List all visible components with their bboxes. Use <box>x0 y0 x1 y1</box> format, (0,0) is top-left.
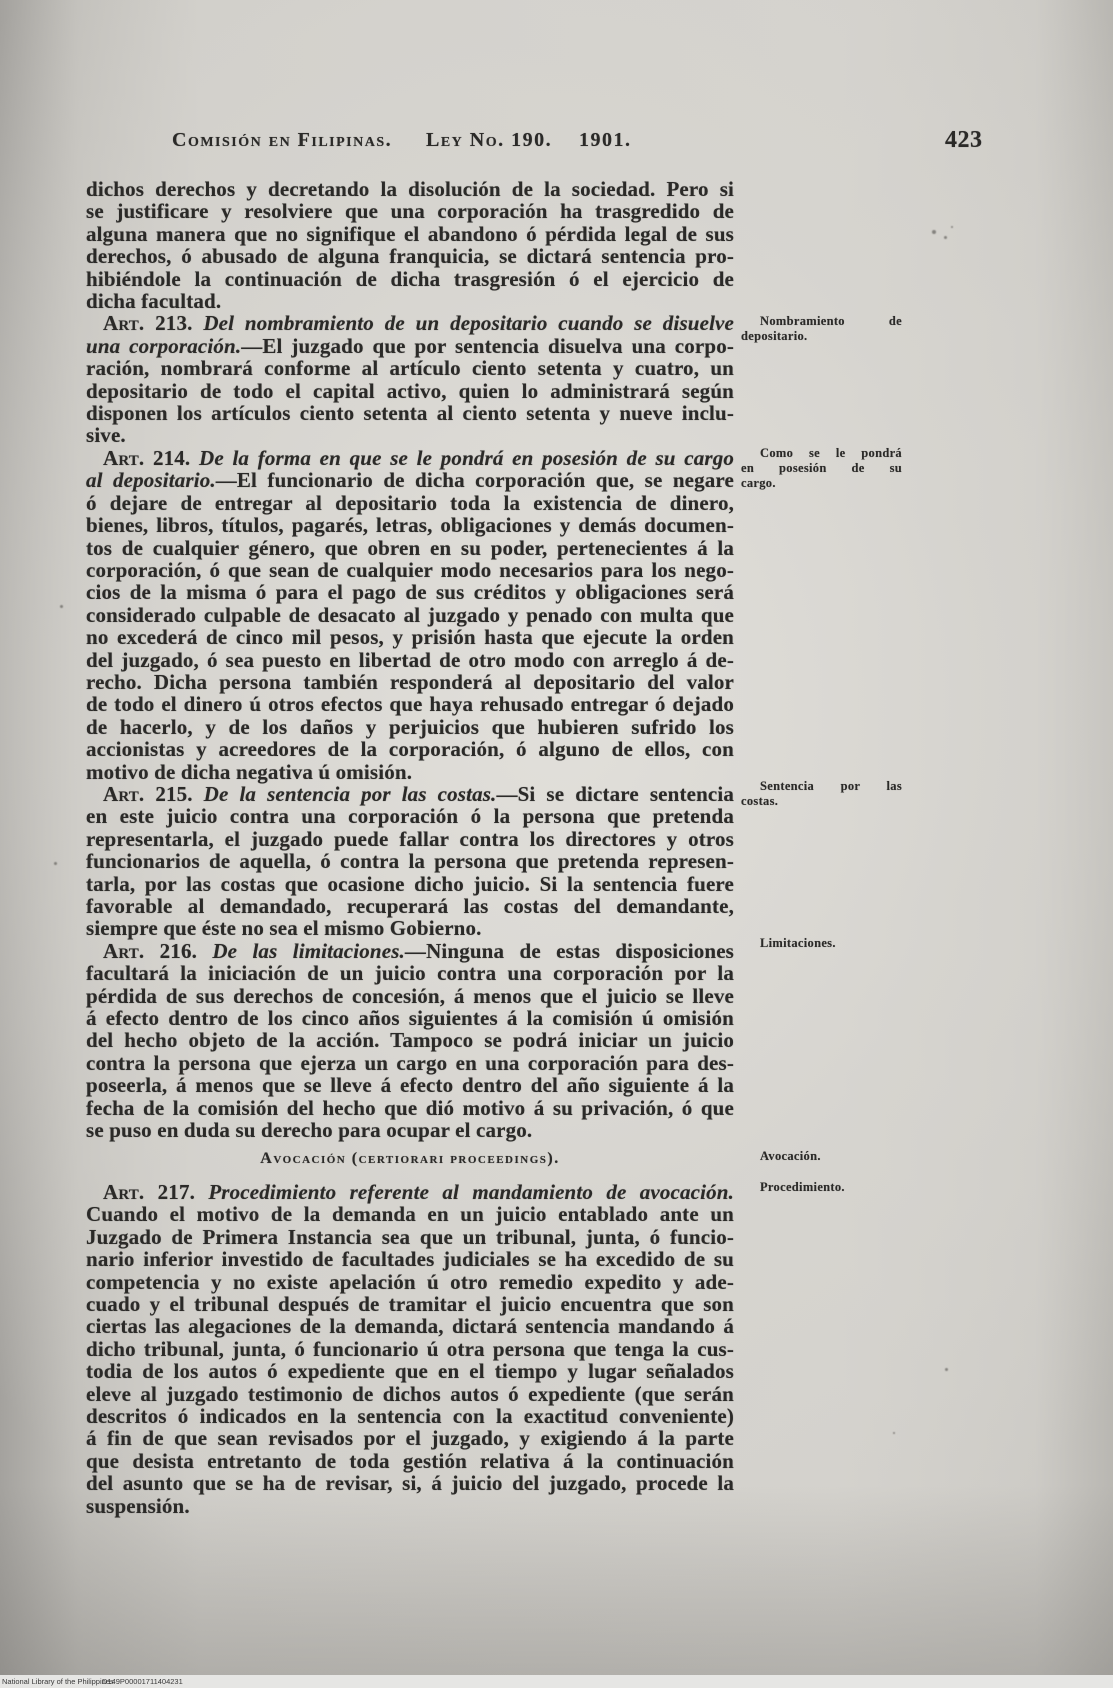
scan-speck <box>893 1432 895 1434</box>
text-line <box>86 895 734 917</box>
text-line <box>86 290 734 312</box>
text-run: sive. <box>86 423 126 448</box>
text-line <box>86 402 734 424</box>
text-line <box>86 312 734 334</box>
text-line <box>86 268 734 290</box>
text-line <box>86 828 734 850</box>
text-line <box>86 514 734 536</box>
text-line <box>86 1338 734 1360</box>
text-run: poseerla, á menos que se lleve á efecto dentro del año siguiente á la <box>86 1073 734 1098</box>
text-run: considerado culpable de desacato al juzgado y penado con multa que <box>86 602 734 627</box>
text-line <box>86 1203 734 1225</box>
text-run: competencia y no existe apelación ú otro remedio expedito y ade- <box>86 1269 734 1294</box>
text-run: accionistas y acreedores de la corporación, ó alguno de ellos, con <box>86 737 734 762</box>
text-line <box>86 1271 734 1293</box>
text-run: pérdida de sus derechos de concesión, á menos que el juicio se lleve <box>86 983 734 1008</box>
text-run: de todo el dinero ú otros efectos que haya rehusado entregar ó dejado <box>86 692 734 717</box>
text-run: se justificare y resolviere que una corporación ha trasgredido de <box>86 199 734 224</box>
text-line <box>86 537 734 559</box>
text-run: cuado y el tribunal después de tramitar el juicio encuentra que son <box>86 1292 734 1317</box>
text-line <box>86 492 734 514</box>
text-line <box>86 985 734 1007</box>
margin-note-line: en posesión de su <box>741 461 902 475</box>
margin-note-line: Nombramiento de <box>760 314 902 328</box>
text-line <box>86 335 734 357</box>
scan-speck <box>951 226 953 228</box>
text-line <box>86 783 734 805</box>
article-label: Art. 217. <box>103 1180 209 1204</box>
text-line <box>86 1226 734 1248</box>
text-run: tos de cualquier género, que obren en su poder, pertenecientes á la <box>86 535 734 560</box>
text-line <box>86 581 734 603</box>
margin-note-nombramiento <box>741 314 902 344</box>
text-run: todia de los autos ó expediente que en el tiempo y lugar señalados <box>86 1359 734 1384</box>
text-run: bienes, libros, títulos, pagarés, letras, obligaciones y demás documen- <box>86 513 734 538</box>
paragraph <box>86 940 734 1142</box>
text-line <box>86 716 734 738</box>
text-line <box>86 357 734 379</box>
margin-note-line: Limitaciones. <box>760 936 836 950</box>
text-line <box>86 1383 734 1405</box>
text-run: siempre que éste no sea el mismo Gobierno. <box>86 916 482 941</box>
text-line <box>86 1472 734 1494</box>
margin-note-procedimiento <box>741 1180 902 1195</box>
text-run: depositario de todo el capital activo, quien lo administrará según <box>86 378 734 403</box>
text-line <box>86 738 734 760</box>
text-run: suspensión. <box>86 1493 190 1518</box>
text-run: cios de la misma ó para el pago de sus créditos y obligaciones será <box>86 580 734 605</box>
margin-note-line: Avocación. <box>760 1149 821 1163</box>
article-title: al depositario. <box>86 468 216 493</box>
article-label: Art. 216. <box>103 938 213 963</box>
text-line <box>86 850 734 872</box>
text-run: á efecto dentro de los cinco años siguientes á la comisión ú omisión <box>86 1006 734 1031</box>
text-run: no excederá de cinco mil pesos, y prisión hasta que ejecute la orden <box>86 625 734 650</box>
paragraph <box>86 783 734 940</box>
text-run: que desista entretanto de toda gestión relativa á la continuación <box>86 1448 734 1473</box>
text-line <box>86 649 734 671</box>
text-run: ciertas las alegaciones de la demanda, dictará sentencia mandando á <box>86 1314 734 1339</box>
text-line <box>86 1007 734 1029</box>
scan-footer <box>0 1675 1113 1688</box>
paragraph <box>86 1181 734 1517</box>
text-run: eleve al juzgado testimonio de dichos autos ó expediente (que serán <box>86 1381 734 1406</box>
text-run: dichos derechos y decretando la disolución de la sociedad. Pero si <box>86 177 734 201</box>
text-line <box>86 1029 734 1051</box>
margin-note-line: Procedimiento. <box>760 1180 845 1194</box>
text-run: —El funcionario de dicha corporación que, se negare <box>215 468 734 493</box>
scan-speck <box>54 862 57 865</box>
text-run: Cuando el motivo de la demanda en un juicio entablado ante un <box>86 1202 734 1227</box>
running-title-law: Ley No. 190. <box>426 129 553 151</box>
text-line <box>86 1119 734 1141</box>
article-title: Procedimiento referente al mandamiento de avocación. <box>208 1180 734 1204</box>
text-line <box>86 873 734 895</box>
article-title: una corporación. <box>86 333 242 358</box>
text-line <box>86 805 734 827</box>
running-title-year: 1901. <box>579 129 632 151</box>
text-run: del asunto que se ha de revisar, si, á juicio del juzgado, procede la <box>86 1471 734 1496</box>
text-line <box>86 940 734 962</box>
margin-note-sentencia <box>741 779 902 809</box>
text-line <box>86 1074 734 1096</box>
text-run: dicho tribunal, junta, ó funcionario ú otra persona que tenga la cus- <box>86 1336 734 1361</box>
text-line <box>86 1450 734 1472</box>
text-run: descritos ó indicados en la sentencia con la exactitud conveniente) <box>86 1404 734 1429</box>
margin-note-line: costas. <box>741 794 779 808</box>
text-line <box>86 761 734 783</box>
text-run: ó dejare de entregar al depositario toda la existencia de dinero, <box>86 490 734 515</box>
margin-note-limitaciones <box>741 936 902 951</box>
text-run: funcionarios de aquella, ó contra la persona que pretenda represen- <box>86 849 734 874</box>
text-run: se puso en duda su derecho para ocupar el cargo. <box>86 1118 533 1143</box>
body-text-part-2 <box>86 1181 734 1517</box>
text-line <box>86 917 734 939</box>
margin-note-line: Sentencia por las <box>760 779 902 793</box>
text-line <box>86 1181 734 1203</box>
text-line <box>86 200 734 222</box>
text-run: derechos, ó abusado de alguna franquicia, se dictará sentencia pro- <box>86 244 734 269</box>
text-line <box>86 559 734 581</box>
running-title-commission: Comisión en Filipinas. <box>172 129 393 151</box>
text-run: contra la persona que ejerza un cargo en una corporación para des- <box>86 1050 734 1075</box>
text-run: favorable al demandado, recuperará las costas del demandante, <box>86 894 734 918</box>
scan-speck <box>932 230 936 234</box>
footer-image-id: D149P00001711404231 <box>102 1677 183 1686</box>
text-line <box>86 380 734 402</box>
margin-note-avocacion <box>741 1149 902 1164</box>
text-run: á fin de que sean revisados por el juzgado, y exigiendo á la parte <box>86 1426 734 1451</box>
text-line <box>86 469 734 491</box>
margin-note-posesion <box>741 446 902 491</box>
text-line <box>86 1427 734 1449</box>
paragraph <box>86 178 734 312</box>
running-header <box>0 128 1113 154</box>
text-run: dicha facultad. <box>86 289 222 314</box>
paragraph <box>86 447 734 783</box>
text-line <box>86 1293 734 1315</box>
footer-library-name: National Library of the Philippines <box>2 1677 114 1686</box>
text-run: fecha de la comisión del hecho que dió motivo á su privación, ó que <box>86 1095 734 1120</box>
text-line <box>86 178 734 200</box>
text-line <box>86 1495 734 1517</box>
text-run: disponen los artículos ciento setenta al ciento setenta y nueve inclu- <box>86 401 734 426</box>
margin-note-line: cargo. <box>741 476 776 490</box>
section-heading: Avocación (certiorari proceedings). <box>260 1150 560 1167</box>
text-run: —Ninguna de estas disposiciones <box>404 938 734 963</box>
text-run: corporación, ó que sean de cualquier modo necesarios para los nego- <box>86 557 734 582</box>
text-run: representarla, el juzgado puede fallar contra los directores y otros <box>86 826 734 851</box>
scan-speck <box>944 236 947 239</box>
margin-note-line: Como se le pondrá <box>760 446 902 460</box>
text-run: nario inferior investido de facultades judiciales se ha excedido de su <box>86 1247 734 1272</box>
scan-speck <box>60 605 63 608</box>
margin-note-line: depositario. <box>741 329 808 343</box>
text-run: Juzgado de Primera Instancia sea que un tribunal, junta, ó funcio- <box>86 1224 734 1249</box>
text-line <box>86 1097 734 1119</box>
text-run: recho. Dicha persona también responderá al depositario del valor <box>86 669 734 694</box>
text-run: hibiéndole la continuación de dicha trasgresión ó el ejercicio de <box>86 266 734 291</box>
scan-speck <box>945 1368 948 1371</box>
article-title: De la forma en que se le pondrá en posesión de su cargo <box>199 445 734 470</box>
text-line <box>86 223 734 245</box>
text-run: del hecho objeto de la acción. Tampoco se podrá iniciar un juicio <box>86 1028 734 1053</box>
text-run: motivo de dicha negativa ú omisión. <box>86 759 413 784</box>
text-run: alguna manera que no signifique el abandono ó pérdida legal de sus <box>86 221 734 246</box>
article-title: De la sentencia por las costas. <box>203 781 497 806</box>
text-line <box>86 1405 734 1427</box>
text-run: del juzgado, ó sea puesto en libertad de otro modo con arreglo á de- <box>86 647 734 672</box>
page-number: 423 <box>945 127 983 153</box>
text-line <box>86 604 734 626</box>
text-line <box>86 1360 734 1382</box>
paragraph <box>86 312 734 446</box>
text-line <box>86 671 734 693</box>
text-run: tarla, por las costas que ocasione dicho juicio. Si la sentencia fuere <box>86 871 734 896</box>
body-text-part-1 <box>86 178 734 1141</box>
text-run: en este juicio contra una corporación ó la persona que pretenda <box>86 804 734 829</box>
text-line <box>86 693 734 715</box>
text-run: de hacerlo, y de los daños y perjuicios que hubieren sufrido los <box>86 714 734 739</box>
article-label: Art. 215. <box>103 781 204 806</box>
text-run: facultará la iniciación de un juicio contra una corporación por la <box>86 961 734 986</box>
article-label: Art. 213. <box>103 311 204 336</box>
text-run: —Si se dictare sentencia <box>496 781 734 806</box>
text-run: —El juzgado que por sentencia disuelva una corpo- <box>241 333 734 358</box>
text-line <box>86 1248 734 1270</box>
text-run: ración, nombrará conforme al artículo ciento setenta y cuatro, un <box>86 356 734 381</box>
text-line <box>86 1052 734 1074</box>
article-title: Del nombramiento de un depositario cuando se disuelve <box>203 311 734 336</box>
text-line <box>86 1315 734 1337</box>
text-line <box>86 245 734 267</box>
text-line <box>86 962 734 984</box>
text-line <box>86 424 734 446</box>
article-title: De las limitaciones. <box>212 938 405 963</box>
text-line <box>86 447 734 469</box>
article-label: Art. 214. <box>103 445 199 470</box>
text-line <box>86 626 734 648</box>
